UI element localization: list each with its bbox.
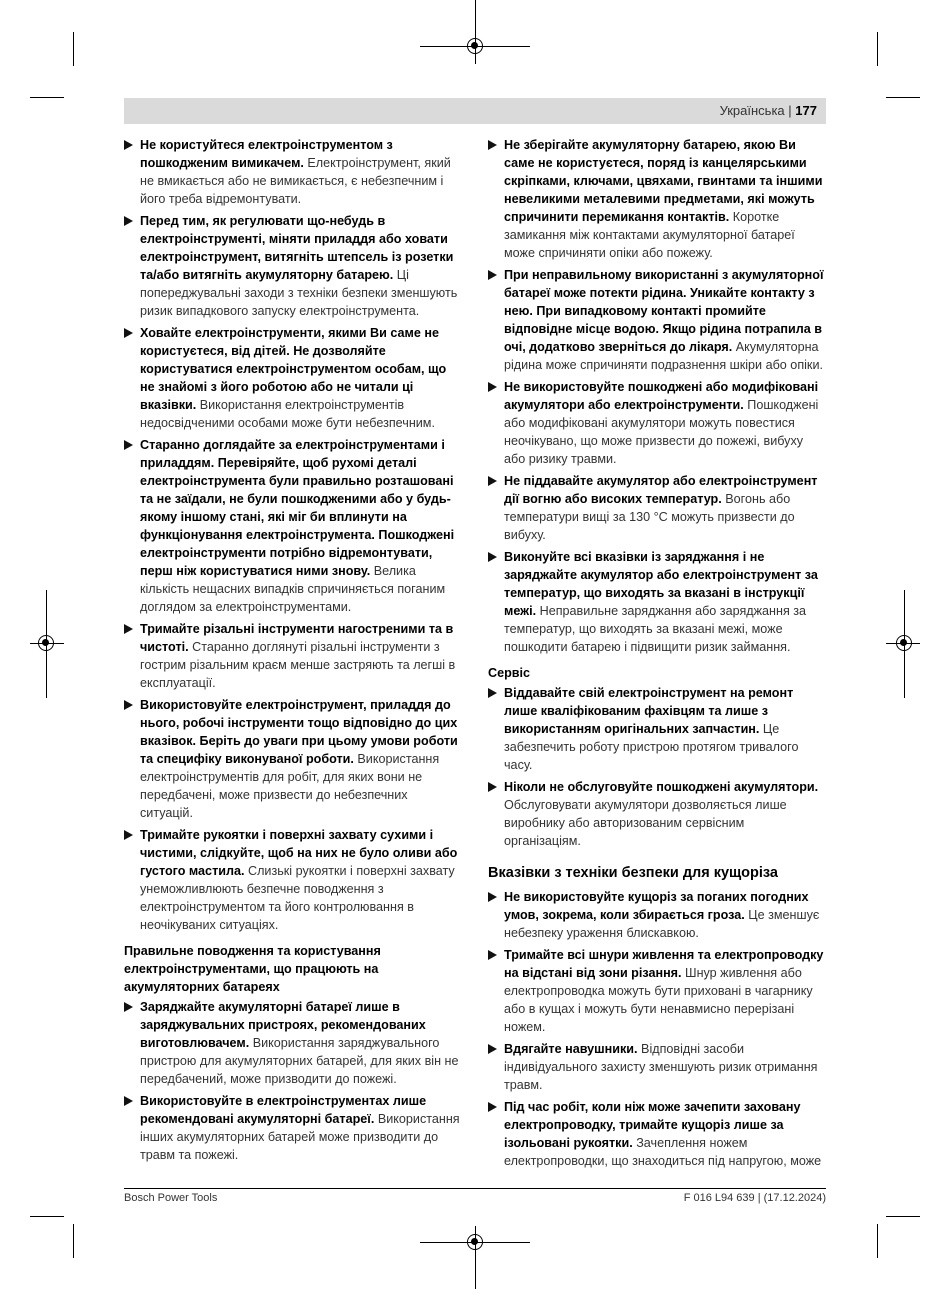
instruction-explanation-text: Шнур живлення або електропроводка можуть бути приховані в чагарнику або в кущах і можуть бути ненавмисно перерізані ножем.: [504, 966, 813, 1034]
crop-mark: [886, 1216, 920, 1217]
instruction-bold-text: Віддавайте свій електроінструмент на ремонт лише кваліфікованим фахівцям та лише з використанням оригінальних запчастин.: [504, 686, 794, 736]
safety-instruction-item: [488, 472, 824, 544]
safety-instruction-item: [488, 946, 824, 1036]
right-column: [488, 136, 824, 1174]
instruction-bold-text: Заряджайте акумуляторні батареї лише в заряджувальних пристроях, рекомендованих виготовлювачем.: [140, 1000, 426, 1050]
header-text: [720, 103, 817, 118]
instruction-bold-text: Тримайте рукоятки і поверхні захвату сухими і чистими, слідкуйте, щоб на них не було оливи або густого мастила.: [140, 828, 458, 878]
bullet-arrow-icon: [124, 700, 133, 710]
section-heading: Вказівки з техніки безпеки для кущоріза: [488, 865, 778, 881]
safety-instruction-item: [488, 266, 824, 374]
safety-instruction-item: [124, 1092, 460, 1164]
instruction-bold-text: Не користуйтеся електроінструментом з пошкодженим вимикачем.: [140, 138, 393, 170]
instruction-explanation-text: Використання електроінструментів для робіт, для яких вони не передбачені, може призвести до небезпечних ситуацій.: [140, 752, 440, 820]
instruction-bold-text: Перед тим, як регулювати що-небудь в електроінструменті, міняти приладдя або ховати електроінструмент, витягніть штепсель із розетки та/або витягніть акумуляторну батарею.: [140, 214, 454, 282]
instruction-explanation-text: Велика кількість нещасних випадків спричиняється поганим доглядом за електроінструментами.: [140, 564, 446, 614]
bullet-arrow-icon: [488, 382, 497, 392]
safety-instruction-item: [488, 1040, 824, 1094]
page-header: [124, 98, 826, 124]
crop-mark: [30, 1216, 64, 1217]
instruction-bold-text: Виконуйте всі вказівки із заряджання і не заряджайте акумулятор або електроінструмент за температур, що виходять за вказані в інструкції межі.: [504, 550, 818, 618]
registration-mark-icon: [896, 635, 912, 651]
bullet-arrow-icon: [488, 1102, 497, 1112]
bullet-arrow-icon: [124, 440, 133, 450]
bullet-arrow-icon: [124, 624, 133, 634]
footer-publisher: Bosch Power Tools: [124, 1192, 218, 1204]
instruction-explanation-text: Електроінструмент, який не вмикається або не вимикається, є небезпечним і його треба відремонтувати.: [140, 156, 451, 206]
safety-instruction-item: [488, 888, 824, 942]
crop-mark: [73, 1224, 74, 1258]
safety-instruction-item: [488, 778, 824, 850]
subsection-heading: Правильне поводження та користування електроінструментами, що працюють на акумуляторних батареях: [124, 944, 381, 994]
safety-instruction-item: [124, 212, 460, 320]
instruction-explanation-text: Це забезпечить роботу пристрою протягом тривалого часу.: [504, 722, 799, 772]
instruction-bold-text: Використовуйте в електроінструментах лише рекомендовані акумуляторні батареї.: [140, 1094, 427, 1126]
instruction-bold-text: Під час робіт, коли ніж може зачепити заховану електропроводку, тримайте кущоріз лише за ізольовані рукоятки.: [504, 1100, 801, 1150]
safety-instruction-item: [124, 324, 460, 432]
safety-instruction-item: [124, 826, 460, 934]
header-separator: |: [788, 103, 792, 118]
crop-mark: [73, 32, 74, 66]
crop-mark: [886, 97, 920, 98]
bullet-arrow-icon: [488, 270, 497, 280]
safety-instruction-item: [124, 620, 460, 692]
instruction-bold-text: Ховайте електроінструменти, якими Ви саме не користуєтеся, від дітей. Не дозволяйте користуватися електроінструментом особам, що не знайомі з його роботою або не читали ці вказівки.: [140, 326, 447, 412]
safety-instruction-item: [124, 696, 460, 822]
instruction-explanation-text: Відповідні засоби індивідуального захисту зменшують ризик отримання травм.: [504, 1042, 818, 1092]
safety-instruction-item: [488, 548, 824, 656]
instruction-bold-text: Не використовуйте пошкоджені або модифіковані акумулятори або електроінструменти.: [504, 380, 819, 412]
safety-instruction-item: [488, 378, 824, 468]
instruction-explanation-text: Пошкоджені або модифіковані акумулятори можуть повестися неочікувано, що може призвести до пожежі, вибуху або ризику травми.: [504, 398, 819, 466]
instruction-bold-text: При неправильному використанні з акумуляторної батареї може потекти рідина. Уникайте контакту з нею. При випадковому контакті промийте відповідне місце водою. Якщо рідина потрапила в очі, додатково зверніться до лікаря.: [504, 268, 824, 354]
page-number: 177: [795, 103, 817, 118]
instruction-explanation-text: Обслуговувати акумулятори дозволяється лише виробнику або авторизованим сервісним організаціям.: [504, 798, 787, 848]
instruction-explanation-text: Коротке замикання між контактами акумуляторної батареї може спричиняти опіки або пожежу.: [504, 210, 795, 260]
instruction-explanation-text: Використання електроінструментів недосвідченими особами може бути небезпечним.: [140, 398, 435, 430]
bullet-arrow-icon: [124, 1096, 133, 1106]
safety-instruction-item: [124, 436, 460, 616]
instruction-bold-text: Використовуйте електроінструмент, приладдя до нього, робочі інструменти тощо відповідно до цих вказівок. Беріть до уваги при цьому умови роботи та специфіку виконуваної роботи.: [140, 698, 458, 766]
bullet-arrow-icon: [488, 782, 497, 792]
bullet-arrow-icon: [488, 892, 497, 902]
bullet-arrow-icon: [488, 1044, 497, 1054]
bullet-arrow-icon: [488, 552, 497, 562]
instruction-explanation-text: Зачеплення ножем електропроводки, що знаходиться під напругою, може: [504, 1136, 822, 1168]
crop-mark: [877, 1224, 878, 1258]
crop-mark: [30, 97, 64, 98]
instruction-explanation-text: Слизькі рукоятки і поверхні захвату унеможливлюють безпечне поводження з електроінструментом та його контролювання в неочікуваних ситуаціях.: [140, 864, 455, 932]
crop-mark: [475, 0, 476, 64]
bullet-arrow-icon: [124, 140, 133, 150]
crop-mark: [877, 32, 878, 66]
bullet-arrow-icon: [124, 1002, 133, 1012]
instruction-bold-text: Вдягайте навушники.: [504, 1042, 638, 1056]
instruction-explanation-text: Ці попереджувальні заходи з техніки безпеки зменшують ризик випадкового запуску електроінструмента.: [140, 268, 458, 318]
instruction-explanation-text: Використання заряджувального пристрою для акумуляторних батарей, для яких він не передбачений, може призводити до пожежі.: [140, 1036, 459, 1086]
bullet-arrow-icon: [488, 140, 497, 150]
registration-mark-icon: [467, 38, 483, 54]
bullet-arrow-icon: [488, 476, 497, 486]
instruction-bold-text: Не використовуйте кущоріз за поганих погодних умов, зокрема, коли збирається гроза.: [504, 890, 809, 922]
safety-instruction-item: [488, 136, 824, 262]
instruction-bold-text: Тримайте різальні інструменти нагостреними та в чистоті.: [140, 622, 454, 654]
bullet-arrow-icon: [124, 830, 133, 840]
instruction-explanation-text: Акумуляторна рідина може спричиняти подразнення шкіри або опіки.: [504, 340, 823, 372]
instruction-bold-text: Не зберігайте акумуляторну батарею, якою Ви саме не користуєтеся, поряд із канцелярськими скріпками, ключами, цвяхами, гвинтами та іншими невеликими металевими предметами, які можуть спричинити перемикання контактів.: [504, 138, 823, 224]
instruction-explanation-text: Використання інших акумуляторних батарей може призводити до травм та пожежі.: [140, 1112, 460, 1162]
instruction-bold-text: Тримайте всі шнури живлення та електропроводку на відстані від зони різання.: [504, 948, 824, 980]
footer-doc-code: F 016 L94 639 | (17.12.2024): [683, 1192, 826, 1204]
bullet-arrow-icon: [488, 950, 497, 960]
bullet-arrow-icon: [124, 328, 133, 338]
bullet-arrow-icon: [488, 688, 497, 698]
registration-mark-icon: [467, 1234, 483, 1250]
safety-instruction-item: [124, 136, 460, 208]
header-language: Українська: [719, 103, 785, 118]
safety-instruction-item: [488, 1098, 824, 1170]
safety-instruction-item: [488, 684, 824, 774]
instruction-bold-text: Не піддавайте акумулятор або електроінструмент дії вогню або високих температур.: [504, 474, 818, 506]
instruction-explanation-text: Старанно доглянуті різальні інструменти з гострим різальним краєм менше застряють та легші в експлуатації.: [140, 640, 456, 690]
safety-instruction-item: [124, 998, 460, 1088]
instruction-bold-text: Ніколи не обслуговуйте пошкоджені акумулятори.: [504, 780, 819, 794]
subsection-heading: Сервіс: [488, 666, 531, 680]
instruction-explanation-text: Це зменшує небезпеку ураження блискавкою.: [504, 908, 820, 940]
registration-mark-icon: [38, 635, 54, 651]
bullet-arrow-icon: [124, 216, 133, 226]
instruction-explanation-text: Вогонь або температури вищі за 130 °C можуть призвести до вибуху.: [504, 492, 795, 542]
instruction-bold-text: Старанно доглядайте за електроінструментами і приладдям. Перевіряйте, щоб рухомі деталі електроінструмента були правильно розташовані та не заїдали, не були пошкодженими або у будь-якому іншому стані, які міг би вплинути на функціонування електроінструмента. Пошкоджені електроінструменти потрібно відремонтувати, перш ніж користуватися ними знову.: [140, 438, 455, 578]
left-column: [124, 136, 460, 1168]
instruction-explanation-text: Неправильне заряджання або заряджання за температур, що виходять за вказані межі, може пошкодити батарею і підвищити ризик займання.: [504, 604, 807, 654]
footer-divider: [124, 1188, 826, 1189]
